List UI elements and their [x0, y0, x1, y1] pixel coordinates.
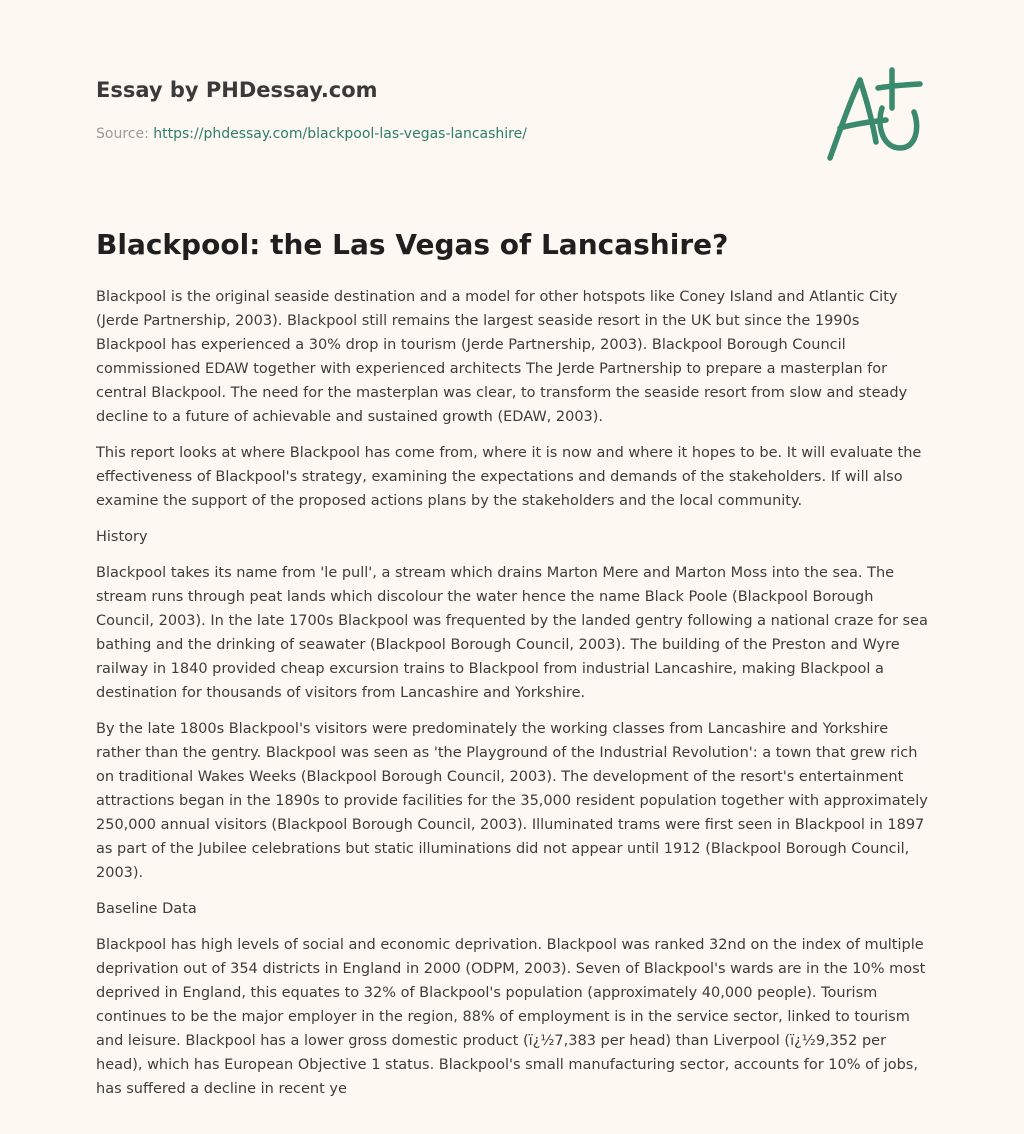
brand-title: Essay by PHDessay.com: [96, 78, 378, 102]
essay-body: [96, 285, 932, 1113]
paragraph-history-1800s: By the late 1800s Blackpool's visitors were predominately the working classes from Lancashire and Yorkshire rather than the gentry. Blackpool was seen as 'the Playground of the Industrial Revolution': a town that grew rich on traditional Wakes Weeks (Blackpool Borough Council, 2003). The development of the resort's entertainment attractions began in the 1890s to provide facilities for the 35,000 resident population together with approximately 250,000 annual visitors (Blackpool Borough Council, 2003). Illuminated trams were first seen in Blackpool in 1897 as part of the Jubilee celebrations but static illuminations did not appear until 1912 (Blackpool Borough Council, 2003).: [96, 721, 928, 881]
paragraph-history-origins: Blackpool takes its name from 'le pull', a stream which drains Marton Mere and Marton Moss into the sea. The stream runs through peat lands which discolour the water hence the name Black Poole (Blackpool Borough Council, 2003). In the late 1700s Blackpool was frequented by the landed gentry following a national craze for sea bathing and the drinking of seawater (Blackpool Borough Council, 2003). The building of the Preston and Wyre railway in 1840 provided cheap excursion trains to Blackpool from industrial Lancashire, making Blackpool a destination for thousands of visitors from Lancashire and Yorkshire.: [96, 565, 928, 701]
source-line: [96, 124, 816, 144]
essay-title: Blackpool: the Las Vegas of Lancashire?: [96, 228, 729, 261]
source-label: Source:: [96, 126, 149, 142]
paragraph-intro: Blackpool is the original seaside destination and a model for other hotspots like Coney Island and Atlantic City (Jerde Partnership, 2003). Blackpool still remains the largest seaside resort in the UK but since the 1990s Blackpool has experienced a 30% drop in tourism (Jerde Partnership, 2003). Blackpool Borough Council commissioned EDAW together with experienced architects The Jerde Partnership to prepare a masterplan for central Blackpool. The need for the masterplan was clear, to transform the seaside resort from slow and steady decline to a future of achievable and sustained growth (EDAW, 2003).: [96, 289, 908, 425]
section-heading-baseline-data: Baseline Data: [96, 901, 197, 917]
source-link[interactable]: https://phdessay.com/blackpool-las-vegas-lancashire/: [153, 126, 527, 142]
paragraph-baseline-data: Blackpool has high levels of social and economic deprivation. Blackpool was ranked 32nd on the index of multiple deprivation out of 354 districts in England in 2000 (ODPM, 2003). Seven of Blackpool's wards are in the 10% most deprived in England, this equates to 32% of Blackpool's population (approximately 40,000 people). Tourism continues to be the major employer in the region, 88% of employment is in the service sector, linked to tourism and leisure. Blackpool has a lower gross domestic product (ï¿½7,383 per head) than Liverpool (ï¿½9,352 per head), which has European Objective 1 status. Blackpool's small manufacturing sector, accounts for 10% of jobs, has suffered a decline in recent ye: [96, 937, 926, 1097]
a-plus-grade-icon: [820, 66, 930, 166]
paragraph-report-scope: This report looks at where Blackpool has come from, where it is now and where it hopes to be. It will evaluate the effectiveness of Blackpool's strategy, examining the expectations and demands of the stakeholders. If will also examine the support of the proposed actions plans by the stakeholders and the local community.: [96, 445, 922, 509]
section-heading-history: History: [96, 529, 148, 545]
essay-header: [96, 76, 816, 144]
